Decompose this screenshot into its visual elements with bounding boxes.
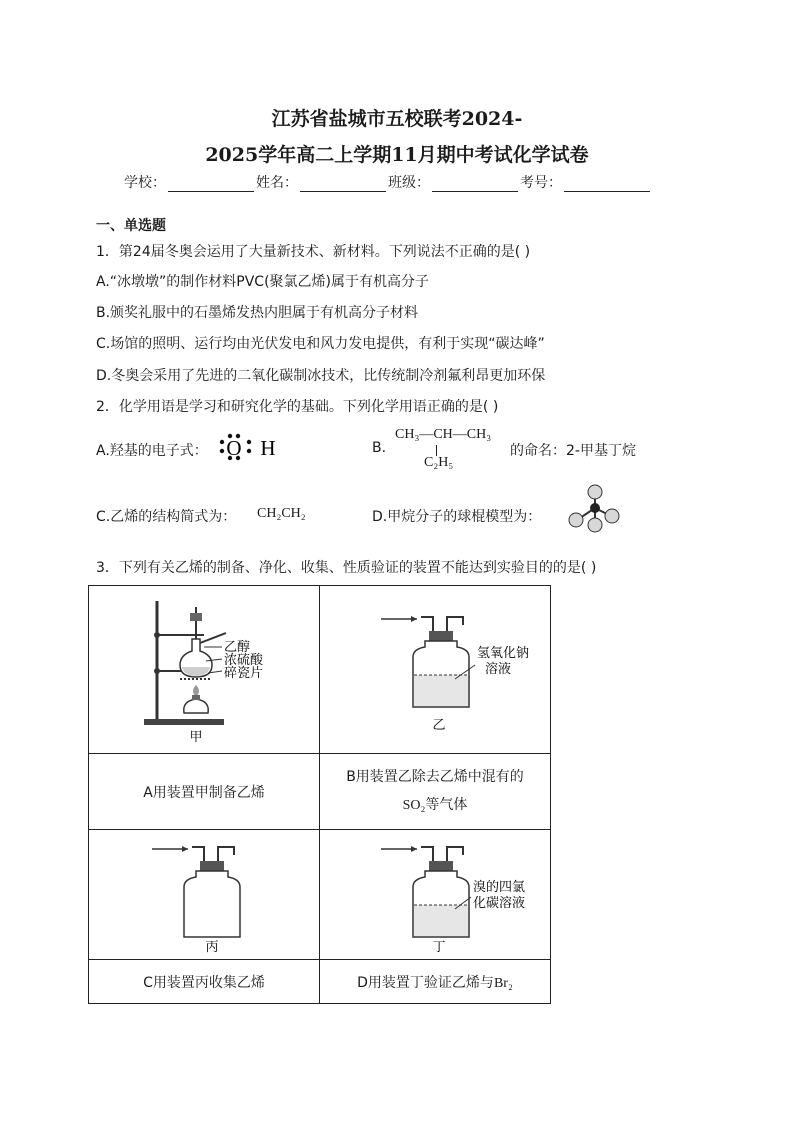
student-info-row [124,172,652,192]
q3-option-d-cell [320,960,551,1004]
fig-yi-label-naoh: 氢氧化钠 [477,645,530,661]
fig-ding-label-bromine: 溴的四氯 [473,879,526,895]
fig-jia-label-sulfuric-acid: 浓硫酸 [224,652,264,668]
q1-stem: 1．第24届冬奥会运用了大量新技术、新材料。下列说法不正确的是( ) [96,244,531,260]
fig-ding-label-ccl4: 化碳溶液 [473,895,526,911]
fig-bing-caption: 丙 [205,939,219,955]
q1-option-d: D.冬奥会采用了先进的二氧化碳制冰技术，比传统制冷剂氟利昂更加环保 [96,368,546,384]
fig-ding-cell [320,830,551,960]
q3-option-a-cell [89,754,320,830]
name-blank[interactable] [300,177,386,192]
school-label: 学校： [124,175,166,191]
q2-c-formula: CH₂CH₂ [257,506,306,521]
fig-yi-cell [320,586,551,754]
class-blank[interactable] [432,177,518,192]
q2-methane-ball-stick-model [565,484,625,538]
q3-option-b-line2 [320,791,550,820]
q3-option-a: A用装置甲制备乙烯 [143,784,265,801]
q1-option-a: A.“冰墩墩”的制作材料PVC(聚氯乙烯)属于有机高分子 [96,274,430,290]
fig-yi-label-solution: 溶液 [485,661,512,677]
exam-no-blank[interactable] [564,177,650,192]
q2-a-hydrogen: H [260,436,276,460]
fig-bing-cell [89,830,320,960]
fig-jia-label-porcelain: 碎瓷片 [224,665,264,681]
q2-b-branch: C₂H₅ [424,455,454,470]
q3-option-d: D用装置丁验证乙烯与 [357,974,494,991]
q2-stem: 2．化学用语是学习和研究化学的基础。下列化学用语正确的是( ) [96,399,499,415]
q2-b-naming: 的命名：2-甲基丁烷 [510,443,636,459]
q3-apparatus-table [88,585,551,1004]
q3-d-br2: Br₂ [493,975,513,991]
fig-jia [89,595,319,745]
fig-yi-caption: 乙 [432,717,446,733]
q3-option-b-cell [320,754,551,830]
section-heading: 一、单选题 [96,218,166,234]
q3-option-b-line1: B用装置乙除去乙烯中混有的 [346,769,524,785]
name-label: 姓名： [256,175,298,191]
fig-bing [89,835,319,955]
q2-a-oxygen: O [226,436,242,460]
exam-no-label: 考号： [520,175,562,191]
q2-b-main-chain: CH₃—CH—CH₃ [395,427,492,442]
title-line-2: 2025学年高二上学期11月期中考试化学试卷 [205,144,589,166]
q3-stem: 3．下列有关乙烯的制备、净化、收集、性质验证的装置不能达到实验目的的是( ) [96,560,597,576]
q2-option-c-label: C.乙烯的结构简式为： [96,509,237,525]
title-line-1: 江苏省盐城市五校联考2024- [271,108,523,130]
q1-option-c: C.场馆的照明、运行均由光伏发电和风力发电提供，有利于实现“碳达峰” [96,336,545,352]
fig-jia-label-ethanol: 乙醇 [224,639,251,655]
q3-b-so2: SO₂ [402,798,426,813]
class-label: 班级： [388,175,430,191]
q3-b-rest: 等气体 [425,797,468,813]
q2-option-a-label: A.羟基的电子式： [96,443,208,459]
fig-ding-caption: 丁 [432,939,446,955]
q3-option-c: C用装置丙收集乙烯 [143,974,265,991]
fig-yi [320,595,550,745]
q2-option-b-label: B. [372,440,387,456]
fig-jia-caption: 甲 [189,729,203,745]
q3-option-c-cell [89,960,320,1004]
fig-jia-cell [89,586,320,754]
school-blank[interactable] [168,177,254,192]
q2-hydroxyl-electron-formula [216,428,296,468]
q2-option-d-label: D.甲烷分子的球棍模型为： [372,509,542,525]
fig-ding [320,835,550,955]
q1-option-b: B.颁奖礼服中的石墨烯发热内胆属于有机高分子材料 [96,305,419,321]
